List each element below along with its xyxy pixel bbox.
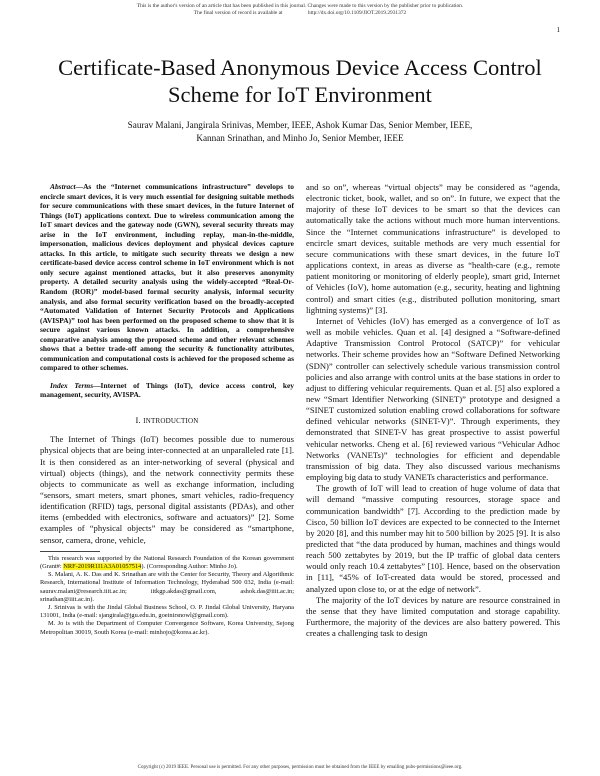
intro-paragraph-constraints: The majority of the IoT devices by nature are resource constrained in the sense that they have limited computation and storage capability. Furthermore, the majority of the devices are also battery powered. This creates a challenging task to design [306, 594, 560, 639]
doi-link[interactable]: http://dx.doi.org/10.1109/JIOT.2019.2931372 [307, 10, 407, 16]
right-column [306, 182, 560, 639]
intro-paragraph-continued: and so on”, whereas “virtual objects” may be considered as “agenda, electronic ticket, book, wallet, and so on”. In future, we expect that the majority of these IoT devices to be smart so that the devices can automatically take the actions without much more human interventions. Since the “Internet communications infrastructure” is developed to encircle smart devices, suitable methods are very much essential for secure communications with these smart devices, in the future IoT applications context, in areas as diverse as “health-care (e.g., remote patient monitoring or monitoring of elderly people), smart grid, Internet of Vehicles (IoV), home automation (e.g., security, heating and lightning control) and smart cities (e.g., distributed pollution monitoring, smart lightning systems)” [3]. [306, 182, 560, 315]
index-terms-label: Index Terms [50, 380, 94, 390]
footnote-affiliation-2: J. Srinivas is with the Jindal Global Business School, O. P. Jindal Global University, Haryana 131001, India (e-mail: sjangirala@jgu.edu.in, goeinirsnowl@gmail.com). [40, 603, 294, 620]
author-line-1: Saurav Malani, Jangirala Srinivas, Member, IEEE, Ashok Kumar Das, Senior Member, IEEE, [127, 120, 473, 130]
footnote-divider [40, 551, 100, 552]
intro-paragraph-iov: Internet of Vehicles (IoV) has emerged as a convergence of IoT as well as mobile vehicles. Quan et al. [4] designed a “Software-defined Adaptive Transmission Control Protocol (SATCP)” for vehicular networks. Their scheme provides how an “Software Defined Networking (SDN)” controller can selectively schedule various transmission control policies and also arrange with control units at the base stations in order to adjust to differing vehicular requirements. Quan et al. [5] also explored a new “Smart Identifier Networking (SINET)” prototype and designed a “SINET customized solution enabling crowd collaborations for software defined vehicular networks (SINET-V)”. Through experiments, they demonstrated that SINET-V has great prospective to assist powerful vehicular networks. Cheng et al. [6] reviewed various “Vehicular Adhoc Networks (VANETs)” technologies for efficient and dependable transmission of big data. They also discussed various mechanisms employing big data to study VANETs characteristics and performance. [306, 315, 560, 483]
intro-paragraph-1: The Internet of Things (IoT) becomes possible due to numerous physical objects that are being inter-connected at an unparalleled rate [1]. It is then considered as an inter-networking of several (physical and virtual) objects (things), and the network connectivity permits these objects to communicate as well as exchange information, including “sensors, smart meters, smart phones, smart vehicles, radio-frequency identification (RFID) tags, personal digital assistants (PDAs), and other items (embedded with electronics, software and actuators)” [2]. Some examples of “physical objects” may be considered as “smartphone, sensor, camera, drone, vehicle, [40, 434, 294, 545]
abstract-label: Abstract [50, 182, 76, 191]
index-terms-text: —Internet of Things (IoT), device access control, key management, security, AVISPA. [40, 380, 294, 400]
grant-number-highlight: NRF-2019R1I1A3A01057514 [63, 562, 142, 570]
version-notice [0, 3, 600, 17]
abstract [40, 182, 294, 373]
footnote-affiliation-1: S. Malani, A. K. Das and K. Srinathan are with the Center for Security, Theory and Algorithmic Research, International Institute of Information Technology, Hyderabad 500 032, India (e-mail: saurav.malani@research.iiit.ac.in; iitkgp.akdas@gmail.com, ashok.das@iiit.ac.in; srinathan@iiit.ac.in). [40, 571, 294, 603]
copyright-notice: Copyright (c) 2019 IEEE. Personal use is permitted. For any other purposes, permission must be obtained from the IEEE by emailing pubs-permissions@ieee.org. [137, 765, 463, 770]
version-notice-line2: The final version of record is available at [193, 10, 283, 16]
author-list [60, 119, 540, 144]
footnote-funding-pre: This research was supported by the National Research Foundation of the Korean government (Grant#: [40, 554, 294, 570]
page-number: 1 [556, 26, 560, 34]
intro-paragraph-growth: The growth of IoT will lead to creation of huge volume of data that will demand “massive computing resources, storage space and communication bandwidth” [7]. According to the prediction made by Cisco, 50 billion IoT devices are expected to be connected to the Internet by 2020 [8], and this number may hit to 500 billion by 2025 [9]. It is also predicted that “the data produced by human, machines and things would reach 500 zettabytes by 2019, but the IP traffic of global data centers would only reach 10.4 zettabytes” [10]. Hence, based on the observation in [11], “45% of IoT-created data would be stored, processed and analyzed upon close to, or at the edge of network”. [306, 483, 560, 594]
paper-title: Certificate-Based Anonymous Device Access Control Scheme for IoT Environment [58, 55, 542, 107]
section-heading-introduction [40, 415, 294, 427]
index-terms [40, 381, 294, 400]
author-line-2: Kannan Srinathan, and Minho Jo, Senior Member, IEEE [196, 132, 404, 143]
version-notice-line2-row [0, 10, 600, 17]
section-number: I. [135, 415, 141, 426]
footnote-affiliation-3: M. Jo is with the Department of Computer Convergence Software, Korea University, Sejong Metropolitan 30019, South Korea (e-mail: minhojo@korea.ac.kr). [40, 620, 294, 636]
footnote-funding [40, 555, 294, 571]
section-title: INTRODUCTION [143, 417, 199, 426]
abstract-text: —As the “Internet communications infrastructure” develops to encircle smart devices, it is very much essential for designing suitable methods for secure communications with these smart devices, in the future Internet of Things (IoT) applications context. Due to wireless communication among the IoT smart devices and the gateway node (GWN), several security threats may arise in the IoT environment, including replay, man-in-the-middle, impersonation, malicious devices deployment and physical devices capture attacks. In this article, to mitigate such security threats we design a new certificate-based device access control scheme in IoT environment which is not only secure against mentioned attacks, but it also preserves anonymity property. A detailed security analysis using the widely-accepted “Real-Or-Random (ROR)” model-based formal security analysis, informal security analysis, and also formal security verification based on the broadly-accepted “Automated Validation of Internet Security Protocols and Applications (AVISPA)” tool has been performed on the proposed scheme to show that it is secure against various known attacks. In addition, a comprehensive comparative analysis among the proposed scheme and other relevant schemes shows that a better trade-off among the security & functionality attributes, communication and computational costs is achieved for the proposed scheme as compared to other schemes. [40, 182, 294, 373]
version-notice-line1: This is the author's version of an article that has been published in this journal. Changes were made to this version by the publisher prior to publication. [136, 3, 464, 9]
left-column [40, 182, 294, 637]
footnote-funding-post: ). (Corresponding Author: Minho Jo). [141, 562, 238, 570]
